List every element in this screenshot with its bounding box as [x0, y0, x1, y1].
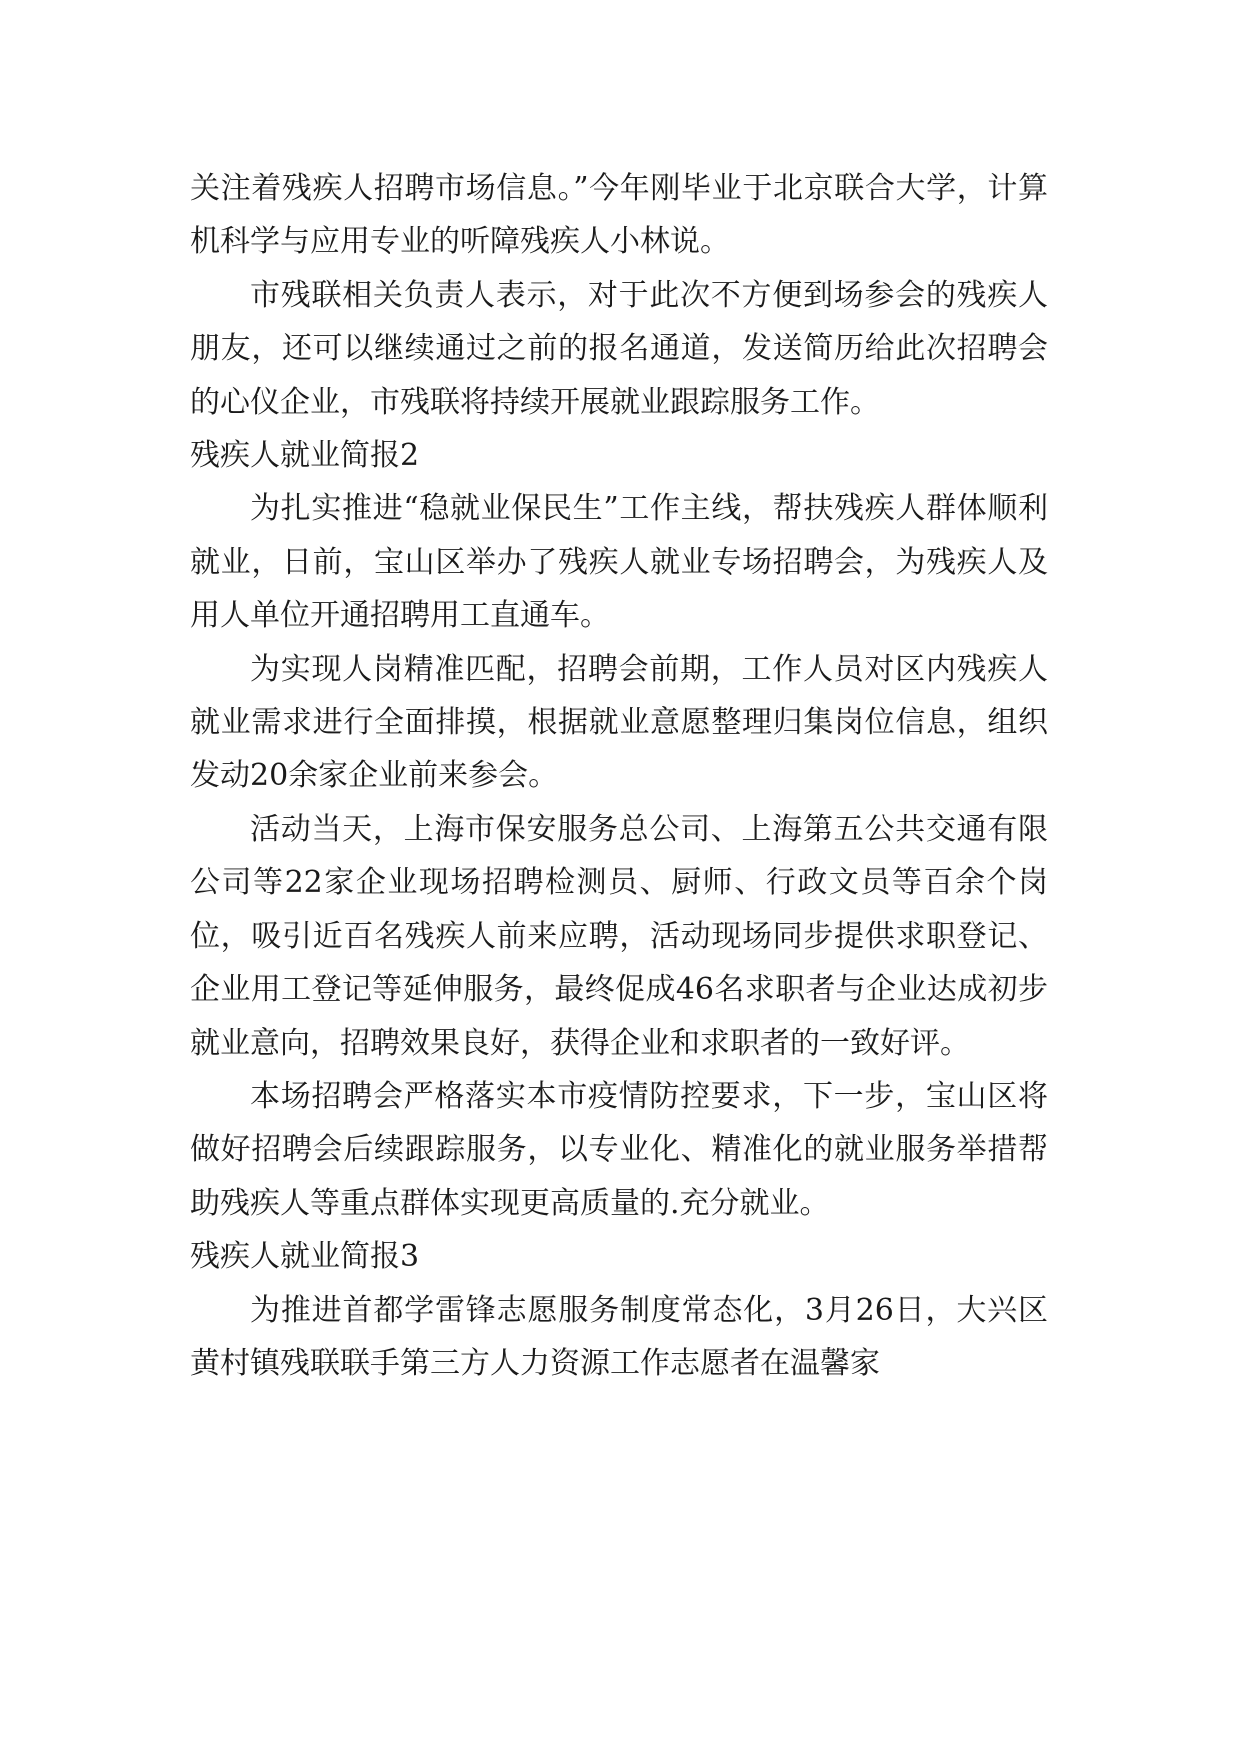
document-body	[190, 162, 1048, 1390]
paragraph: 市残联相关负责人表示，对于此次不方便到场参会的残疾人朋友，还可以继续通过之前的报名通道，发送简历给此次招聘会的心仪企业，市残联将持续开展就业跟踪服务工作。	[190, 277, 1048, 420]
section-heading: 残疾人就业简报2	[190, 438, 420, 474]
paragraph: 为推进首都学雷锋志愿服务制度常态化，3月26日，大兴区黄村镇残联联手第三方人力资源工作志愿者在温馨家	[190, 1292, 1048, 1381]
section-heading: 残疾人就业简报3	[190, 1239, 420, 1275]
paragraph: 为实现人岗精准匹配，招聘会前期，工作人员对区内残疾人就业需求进行全面排摸，根据就业意愿整理归集岗位信息，组织发动20余家企业前来参会。	[190, 651, 1048, 794]
paragraph: 本场招聘会严格落实本市疫情防控要求，下一步，宝山区将做好招聘会后续跟踪服务，以专业化、精准化的就业服务举措帮助残疾人等重点群体实现更高质量的.充分就业。	[190, 1078, 1048, 1221]
paragraph-continued: 关注着残疾人招聘市场信息。”今年刚毕业于北京联合大学，计算机科学与应用专业的听障残疾人小林说。	[190, 171, 1048, 260]
paragraph: 为扎实推进“稳就业保民生”工作主线，帮扶残疾人群体顺利就业，日前，宝山区举办了残疾人就业专场招聘会，为残疾人及用人单位开通招聘用工直通车。	[190, 491, 1048, 634]
paragraph: 活动当天，上海市保安服务总公司、上海第五公共交通有限公司等22家企业现场招聘检测员、厨师、行政文员等百余个岗位，吸引近百名残疾人前来应聘，活动现场同步提供求职登记、企业用工登记等延伸服务，最终促成46名求职者与企业达成初步就业意向，招聘效果良好，获得企业和求职者的一致好评。	[190, 811, 1048, 1061]
